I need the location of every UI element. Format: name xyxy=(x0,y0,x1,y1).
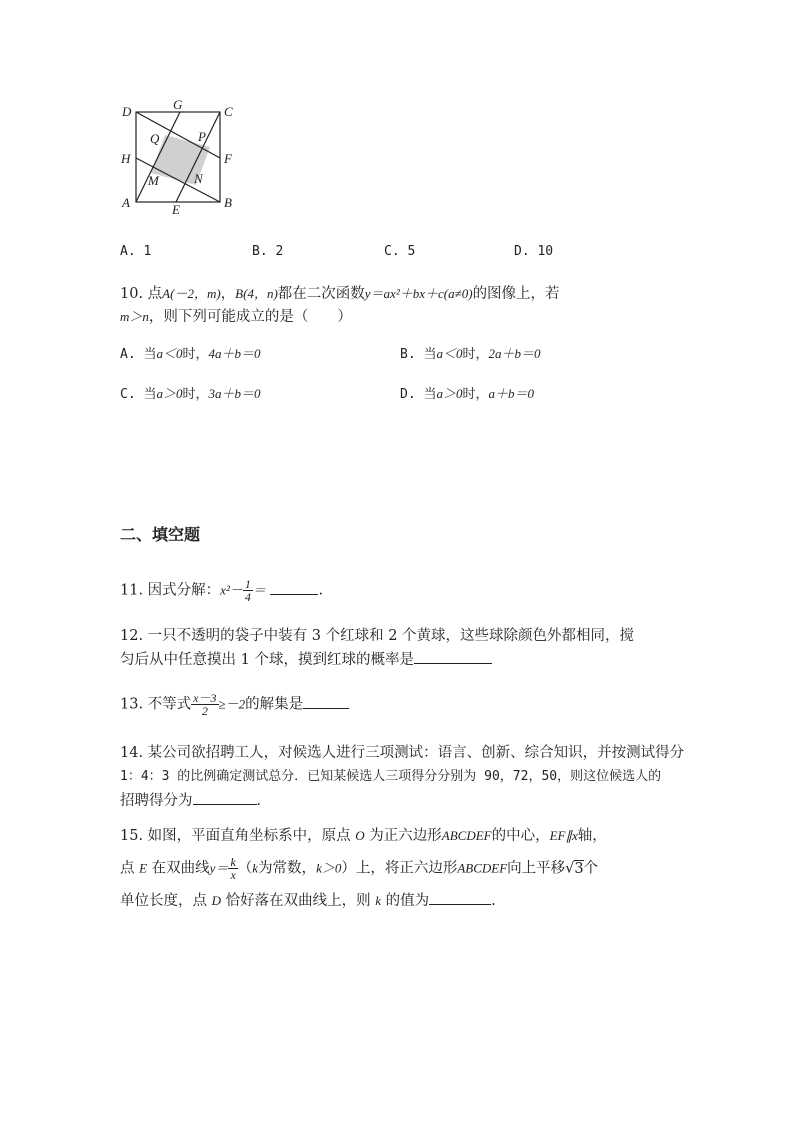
q12-line1: 12. 一只不透明的袋子中装有 3 个红球和 2 个黄球，这些球除颜色外都相同，搅 xyxy=(120,628,635,644)
q11-fraction xyxy=(243,578,253,603)
q13-fraction-den: 2 xyxy=(201,704,208,718)
q15-hexagon: ABCDEF xyxy=(441,828,492,843)
q13-fraction-num: x－3 xyxy=(193,691,217,705)
q14-line3-text: 招聘得分为 xyxy=(120,793,193,809)
q15-k: k xyxy=(252,860,259,876)
q13-inequality: ≥－2 xyxy=(218,696,246,712)
q15-radicand: 3 xyxy=(574,860,584,877)
q10-option-b-cond: a＜0 xyxy=(436,346,463,361)
label-b: B xyxy=(224,195,232,210)
q14-line3 xyxy=(120,789,271,810)
q15-fraction-den: x xyxy=(230,868,236,882)
q15-l1-b: 为正六边形 xyxy=(364,828,442,844)
q10-option-d-label: D. 当 xyxy=(400,387,437,402)
q10-option-b-mid: 时， xyxy=(462,347,489,362)
q15-line3 xyxy=(120,889,496,910)
label-h: H xyxy=(121,151,131,166)
q11-answer-blank[interactable] xyxy=(270,594,318,595)
q15-l2-a: 点 xyxy=(120,860,140,877)
q15-l2-e: ）上，将正六边形 xyxy=(341,860,458,877)
q11-end: . xyxy=(318,582,324,599)
q12-line2-text: 匀后从中任意摸出 1 个球，摸到红球的概率是 xyxy=(120,652,414,668)
q10-option-c-mid: 时， xyxy=(182,387,209,402)
label-e: E xyxy=(172,202,180,217)
q10-option-b-label: B. 当 xyxy=(400,347,437,362)
q15-l3-b: 恰好落在双曲线上，则 xyxy=(221,893,376,909)
q9-option-d: D. 10 xyxy=(514,244,554,259)
q9-option-a: A. 1 xyxy=(120,244,152,259)
q15-y-equals: y＝ xyxy=(209,860,229,876)
q15-l3-end: . xyxy=(491,893,496,909)
q10-suffix: 的图像上，若 xyxy=(472,286,560,302)
q10-option-a-eq: 4a＋b＝0 xyxy=(208,346,261,361)
q10-option-a-mid: 时， xyxy=(182,347,209,362)
q10-function: y＝ax²＋bx＋c(a≠0) xyxy=(364,286,473,301)
q10-condition: m＞n xyxy=(120,309,149,324)
q15-hexagon-2: ABCDEF xyxy=(457,860,508,876)
q15-l1-c: 的中心， xyxy=(491,828,550,844)
q10-line1 xyxy=(120,282,560,303)
q10-prefix: 10. 点 xyxy=(120,286,163,302)
q13-prefix: 13. 不等式 xyxy=(120,696,192,713)
q10-point-a: A(－2，m) xyxy=(162,286,221,301)
q15-l3-a: 单位长度，点 xyxy=(120,893,212,909)
q11-equals: ＝ xyxy=(252,582,266,598)
q15-line2 xyxy=(120,856,598,881)
q10-option-d-mid: 时， xyxy=(462,387,489,402)
q14-answer-blank[interactable] xyxy=(193,804,257,805)
label-c: C xyxy=(224,104,233,119)
q14-line2: 1：4：3 的比例确定测试总分．已知某候选人三项得分分别为 90，72，50，则这位候选人的 xyxy=(120,769,662,784)
label-p: P xyxy=(198,129,206,144)
label-q: Q xyxy=(150,131,160,146)
q15-k-condition: k＞0 xyxy=(316,860,342,876)
q10-option-d xyxy=(400,383,534,402)
q10-option-a-label: A. 当 xyxy=(120,347,157,362)
label-f: F xyxy=(224,151,232,166)
q10-option-b-eq: 2a＋b＝0 xyxy=(488,346,541,361)
q13 xyxy=(120,692,349,717)
q13-answer-blank[interactable] xyxy=(303,708,349,709)
q9-option-b: B. 2 xyxy=(252,244,284,259)
q10-line2 xyxy=(120,305,352,326)
q11 xyxy=(120,578,323,603)
q15-line1 xyxy=(120,824,607,845)
q12-answer-blank[interactable] xyxy=(414,663,492,664)
q10-point-b: B(4，n) xyxy=(235,286,278,301)
q9-option-c: C. 5 xyxy=(384,244,416,259)
square-figure xyxy=(118,96,248,218)
q15-l1-d: 轴， xyxy=(577,828,607,844)
q11-fraction-num: 1 xyxy=(244,577,251,591)
q11-fraction-den: 4 xyxy=(244,590,251,604)
q14-line1: 14. 某公司欲招聘工人，对候选人进行三项测试：语言、创新、综合知识，并按测试得分 xyxy=(120,745,685,761)
q15-l2-d: 为常数， xyxy=(258,860,317,877)
q15-point-d: D xyxy=(211,893,221,908)
q11-x-squared: x²－ xyxy=(220,582,243,598)
q15-parallel: EF∥x xyxy=(549,828,578,843)
q10-option-a xyxy=(120,343,261,362)
q15-l2-g: 个 xyxy=(583,860,599,877)
q15-l2-b: 在双曲线 xyxy=(147,860,210,877)
q15-point-e: E xyxy=(139,860,148,876)
q15-origin: O xyxy=(355,828,365,843)
q10-option-c-cond: a＞0 xyxy=(156,386,183,401)
q13-fraction xyxy=(191,692,218,717)
q11-prefix: 11. 因式分解： xyxy=(120,582,221,599)
q14-end: ． xyxy=(256,793,271,809)
sqrt-icon: √ xyxy=(565,860,575,877)
label-d: D xyxy=(122,104,132,119)
q15-l2-c: （ xyxy=(237,860,253,877)
label-a: A xyxy=(122,195,130,210)
q10-sep: ， xyxy=(220,286,236,302)
q10-mid: 都在二次函数 xyxy=(277,286,365,302)
label-g: G xyxy=(173,97,183,112)
q13-suffix: 的解集是 xyxy=(245,696,304,713)
q15-l2-f: 向上平移 xyxy=(507,860,566,877)
label-m: M xyxy=(148,173,159,188)
q12-line2 xyxy=(120,648,492,669)
section-title: 二、填空题 xyxy=(120,525,201,544)
q10-ask: ，则下列可能成立的是（ ） xyxy=(148,309,352,325)
q10-option-c-eq: 3a＋b＝0 xyxy=(208,386,261,401)
q10-option-d-eq: a＋b＝0 xyxy=(488,386,535,401)
q10-option-a-cond: a＜0 xyxy=(156,346,183,361)
q10-option-c-label: C. 当 xyxy=(120,387,157,402)
q15-k-2: k xyxy=(375,893,381,908)
label-n: N xyxy=(194,171,203,186)
q10-option-d-cond: a＞0 xyxy=(436,386,463,401)
q15-fraction-num: k xyxy=(230,855,236,869)
q15-answer-blank[interactable] xyxy=(429,904,491,905)
q15-l3-c: 的值为 xyxy=(381,893,430,909)
q15-l1-a: 15. 如图，平面直角坐标系中，原点 xyxy=(120,828,356,844)
q15-fraction xyxy=(228,856,237,881)
q10-option-c xyxy=(120,383,261,402)
q10-option-b xyxy=(400,343,541,362)
